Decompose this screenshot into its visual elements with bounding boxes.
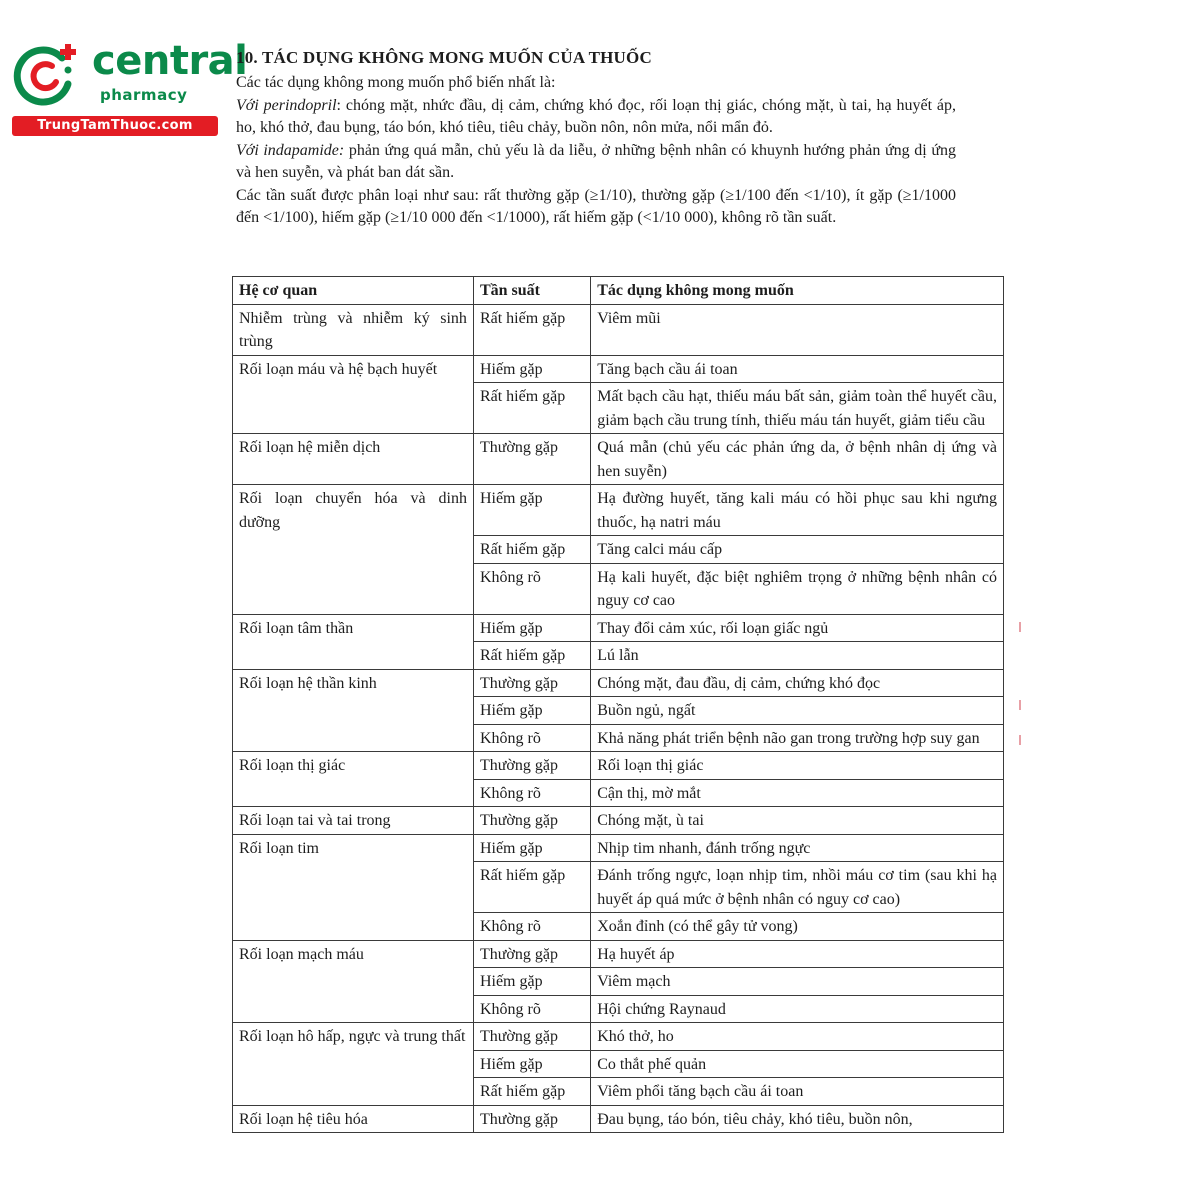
- perindopril-paragraph: [236, 95, 956, 140]
- organ-cell: Rối loạn hệ thần kinh: [233, 669, 474, 752]
- table-row: [233, 1023, 1004, 1051]
- indapamide-text: phản ứng quá mẫn, chủ yếu là da liễu, ở những bệnh nhân có khuynh hướng phản ứng dị ứng và hen suyễn, và phát ban dát sần.: [236, 141, 956, 181]
- section-title: 10. TÁC DỤNG KHÔNG MONG MUỐN CỦA THUỐC: [236, 48, 652, 67]
- effect-cell: Thay đổi cảm xúc, rối loạn giấc ngủ: [591, 614, 1004, 642]
- frequency-paragraph: Các tần suất được phân loại như sau: rất thường gặp (≥1/10), thường gặp (≥1/100 đến <1/10), ít gặp (≥1/1000 đến <1/100), hiếm gặp (≥1/10 000 đến <1/1000), rất hiếm gặp (<1/10 000), không rõ tần suất.: [236, 186, 956, 226]
- table-row: [233, 940, 1004, 968]
- effect-cell: Đánh trống ngực, loạn nhịp tim, nhồi máu cơ tim (sau khi hạ huyết áp quá mức ở bệnh nhân có nguy cơ cao): [591, 862, 1004, 913]
- frequency-cell: Rất hiếm gặp: [473, 1078, 590, 1106]
- effect-cell: Viêm phổi tăng bạch cầu ái toan: [591, 1078, 1004, 1106]
- frequency-cell: Thường gặp: [473, 807, 590, 835]
- frequency-cell: Hiếm gặp: [473, 834, 590, 862]
- organ-cell: Rối loạn máu và hệ bạch huyết: [233, 355, 474, 434]
- brand-website: TrungTamThuoc.com: [12, 116, 218, 136]
- effect-cell: Hạ kali huyết, đặc biệt nghiêm trọng ở những bệnh nhân có nguy cơ cao: [591, 563, 1004, 614]
- section-adverse-effects: [236, 48, 956, 230]
- organ-cell: Rối loạn hệ tiêu hóa: [233, 1105, 474, 1133]
- effect-cell: Lú lẫn: [591, 642, 1004, 670]
- effect-cell: Co thắt phế quản: [591, 1050, 1004, 1078]
- effect-cell: Hạ huyết áp: [591, 940, 1004, 968]
- effect-cell: Rối loạn thị giác: [591, 752, 1004, 780]
- adverse-effects-table: [232, 276, 1004, 1133]
- table-row: [233, 752, 1004, 780]
- perindopril-text: : chóng mặt, nhức đầu, dị cảm, chứng khó đọc, rối loạn thị giác, chóng mặt, ù tai, hạ huyết áp, ho, khó thở, đau bụng, táo bón, khó tiêu, tiêu chảy, buồn nôn, nôn mửa, nổi mẩn đỏ.: [236, 96, 957, 136]
- frequency-cell: Rất hiếm gặp: [473, 536, 590, 564]
- effect-cell: Quá mẫn (chủ yếu các phản ứng da, ở bệnh nhân dị ứng và hen suyễn): [591, 434, 1004, 485]
- frequency-cell: Rất hiếm gặp: [473, 383, 590, 434]
- effect-cell: Chóng mặt, ù tai: [591, 807, 1004, 835]
- frequency-cell: Hiếm gặp: [473, 355, 590, 383]
- table-row: [233, 834, 1004, 862]
- scan-mark: [1019, 700, 1021, 710]
- effect-cell: Hạ đường huyết, tăng kali máu có hồi phục sau khi ngưng thuốc, hạ natri máu: [591, 485, 1004, 536]
- table-row: [233, 434, 1004, 485]
- frequency-cell: Thường gặp: [473, 940, 590, 968]
- perindopril-label: Với perindopril: [236, 96, 337, 114]
- frequency-cell: Thường gặp: [473, 434, 590, 485]
- effect-cell: Mất bạch cầu hạt, thiếu máu bất sản, giảm toàn thể huyết cầu, giảm bạch cầu trung tính, thiếu máu tán huyết, giảm tiểu cầu: [591, 383, 1004, 434]
- table-row: [233, 485, 1004, 536]
- table-row: [233, 304, 1004, 355]
- organ-cell: Rối loạn tâm thần: [233, 614, 474, 669]
- frequency-cell: Rất hiếm gặp: [473, 862, 590, 913]
- effect-cell: Cận thị, mờ mắt: [591, 779, 1004, 807]
- table-row: [233, 807, 1004, 835]
- organ-cell: Rối loạn tim: [233, 834, 474, 940]
- effect-cell: Viêm mũi: [591, 304, 1004, 355]
- frequency-cell: Hiếm gặp: [473, 485, 590, 536]
- effect-cell: Khả năng phát triển bệnh não gan trong trường hợp suy gan: [591, 724, 1004, 752]
- header-organ: Hệ cơ quan: [233, 277, 474, 305]
- header-effect: Tác dụng không mong muốn: [591, 277, 1004, 305]
- frequency-cell: Rất hiếm gặp: [473, 304, 590, 355]
- effect-cell: Tăng bạch cầu ái toan: [591, 355, 1004, 383]
- frequency-cell: Thường gặp: [473, 1023, 590, 1051]
- table-row: [233, 669, 1004, 697]
- frequency-cell: Hiếm gặp: [473, 614, 590, 642]
- organ-cell: Rối loạn mạch máu: [233, 940, 474, 1023]
- frequency-cell: Thường gặp: [473, 752, 590, 780]
- organ-cell: Nhiễm trùng và nhiễm ký sinh trùng: [233, 304, 474, 355]
- table-row: [233, 614, 1004, 642]
- effect-cell: Xoắn đỉnh (có thể gây tử vong): [591, 913, 1004, 941]
- organ-cell: Rối loạn tai và tai trong: [233, 807, 474, 835]
- intro-paragraph: Các tác dụng không mong muốn phổ biến nhất là:: [236, 74, 556, 91]
- organ-cell: Rối loạn chuyển hóa và dinh dưỡng: [233, 485, 474, 615]
- frequency-cell: Không rõ: [473, 724, 590, 752]
- brand-logo: [8, 38, 248, 138]
- frequency-cell: Không rõ: [473, 913, 590, 941]
- organ-cell: Rối loạn thị giác: [233, 752, 474, 807]
- frequency-cell: Không rõ: [473, 779, 590, 807]
- brand-name: central: [92, 38, 248, 84]
- organ-cell: Rối loạn hệ miễn dịch: [233, 434, 474, 485]
- effect-cell: Buồn ngủ, ngất: [591, 697, 1004, 725]
- frequency-cell: Hiếm gặp: [473, 1050, 590, 1078]
- indapamide-paragraph: [236, 140, 956, 185]
- frequency-cell: Không rõ: [473, 995, 590, 1023]
- effect-cell: Nhịp tim nhanh, đánh trống ngực: [591, 834, 1004, 862]
- frequency-cell: Thường gặp: [473, 1105, 590, 1133]
- brand-subtitle: pharmacy: [100, 86, 188, 104]
- indapamide-label: Với indapamide:: [236, 141, 345, 159]
- table-body: [233, 304, 1004, 1133]
- table-header-row: [233, 277, 1004, 305]
- effect-cell: Hội chứng Raynaud: [591, 995, 1004, 1023]
- table-row: [233, 1105, 1004, 1133]
- central-pharmacy-logo-icon: [10, 40, 80, 110]
- scan-mark: [1019, 735, 1021, 745]
- effect-cell: Viêm mạch: [591, 968, 1004, 996]
- effect-cell: Đau bụng, táo bón, tiêu chảy, khó tiêu, buồn nôn,: [591, 1105, 1004, 1133]
- header-frequency: Tần suất: [473, 277, 590, 305]
- frequency-cell: Hiếm gặp: [473, 968, 590, 996]
- effect-cell: Khó thở, ho: [591, 1023, 1004, 1051]
- frequency-cell: Không rõ: [473, 563, 590, 614]
- frequency-cell: Thường gặp: [473, 669, 590, 697]
- organ-cell: Rối loạn hô hấp, ngực và trung thất: [233, 1023, 474, 1106]
- effect-cell: Chóng mặt, đau đầu, dị cảm, chứng khó đọc: [591, 669, 1004, 697]
- table-row: [233, 355, 1004, 383]
- frequency-cell: Hiếm gặp: [473, 697, 590, 725]
- effect-cell: Tăng calci máu cấp: [591, 536, 1004, 564]
- scan-mark: [1019, 622, 1021, 632]
- frequency-cell: Rất hiếm gặp: [473, 642, 590, 670]
